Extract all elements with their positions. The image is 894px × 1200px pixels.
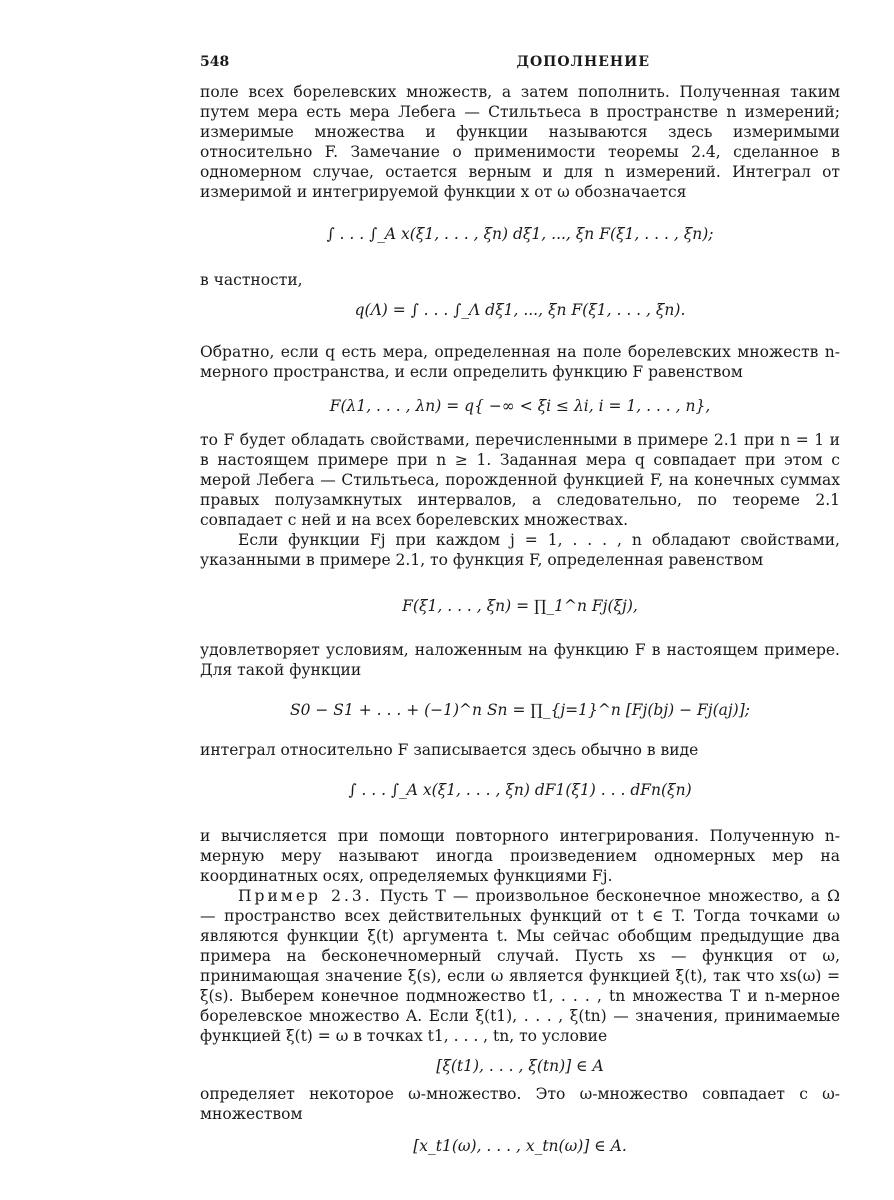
formula-q-lambda: q(Λ) = ∫ . . . ∫_Λ dξ1, ..., ξn F(ξ1, . . . , ξn). [354, 301, 686, 319]
formula-x-set: [x_t1(ω), . . . , x_tn(ω)] ∈ A. [413, 1137, 627, 1155]
formula-product: F(ξ1, . . . , ξn) = ∏_1^n Fj(ξj), [402, 597, 638, 615]
paragraph-2: в частности, [200, 271, 303, 289]
running-header [200, 52, 840, 72]
paragraph-7: интеграл относительно F записывается здесь обычно в виде [200, 741, 699, 759]
formula-F-definition: F(λ1, . . . , λn) = q{ −∞ < ξi ≤ λi, i = 1, . . . , n}, [329, 397, 711, 415]
paragraph-10: определяет некоторое ω-множество. Это ω-множество совпадает с ω-множеством [200, 1085, 840, 1123]
paragraph-8: и вычисляется при помощи повторного интегрирования. Полученную n-мерную меру называют иногда произведением одномерных мер на координатных осях, определяемых функциями Fj. [200, 827, 840, 885]
paragraph-9 [200, 886, 840, 1046]
formula-integral-general: ∫ . . . ∫_A x(ξ1, . . . , ξn) dξ1, ..., ξn F(ξ1, . . . , ξn); [326, 225, 714, 243]
paragraph-3: Обратно, если q есть мера, определенная на поле борелевских множеств n-мерного пространства, и если определить функцию F равенством [200, 343, 840, 381]
book-page [200, 52, 840, 1156]
formula-alternating-sum: S0 − S1 + . . . + (−1)^n Sn = ∏_{j=1}^n [Fj(bj) − Fj(aj)]; [289, 701, 750, 719]
paragraph-5: Если функции Fj при каждом j = 1, . . . , n обладают свойствами, указанными в примере 2.1, то функция F, определенная равенством [200, 531, 840, 569]
running-title: ДОПОЛНЕНИЕ [516, 54, 650, 70]
paragraph-1: поле всех борелевских множеств, а затем пополнить. Полученная таким путем мера есть мера Лебега — Стильтьеса в пространстве n измерений; измеримые множества и функции называются здесь измеримыми относительно F. Замечание о применимости теоремы 2.4, сделанное в одномерном случае, остается верным и для n измерений. Интеграл от измеримой и интегрируемой функции x от ω обозначается [200, 83, 840, 201]
paragraph-4: то F будет обладать свойствами, перечисленными в примере 2.1 при n = 1 и в настоящем примере при n ≥ 1. Заданная мера q совпадает при этом с мерой Лебега — Стильтьеса, порожденной функцией F, на конечных суммах правых полузамкнутых интервалов, а следовательно, по теореме 2.1 совпадает с ней и на всех борелевских множествах. [200, 431, 840, 529]
formula-iterated-integral: ∫ . . . ∫_A x(ξ1, . . . , ξn) dF1(ξ1) . . . dFn(ξn) [348, 781, 692, 799]
example-text: Пусть T — произвольное бесконечное множество, а Ω — пространство всех действительных функций от t ∈ T. Тогда точками ω являются функции ξ(t) аргумента t. Мы сейчас обобщим предыдущие два примера на бесконечномерный случай. Пусть xs — функция от ω, принимающая значение ξ(s), если ω является функцией ξ(t), так что xs(ω) = ξ(s). Выберем конечное подмножество t1, . . . , tn множества T и n-мерное борелевское множество A. Если ξ(t1), . . . , ξ(tn) — значения, принимаемые функцией ξ(t) = ω в точках t1, . . . , tn, то условие [200, 887, 840, 1045]
page-number: 548 [200, 54, 230, 70]
formula-condition: [ξ(t1), . . . , ξ(tn)] ∈ A [436, 1057, 604, 1075]
example-lead: Пример 2.3. [238, 887, 373, 905]
paragraph-6: удовлетворяет условиям, наложенным на функцию F в настоящем примере. Для такой функции [200, 641, 840, 679]
